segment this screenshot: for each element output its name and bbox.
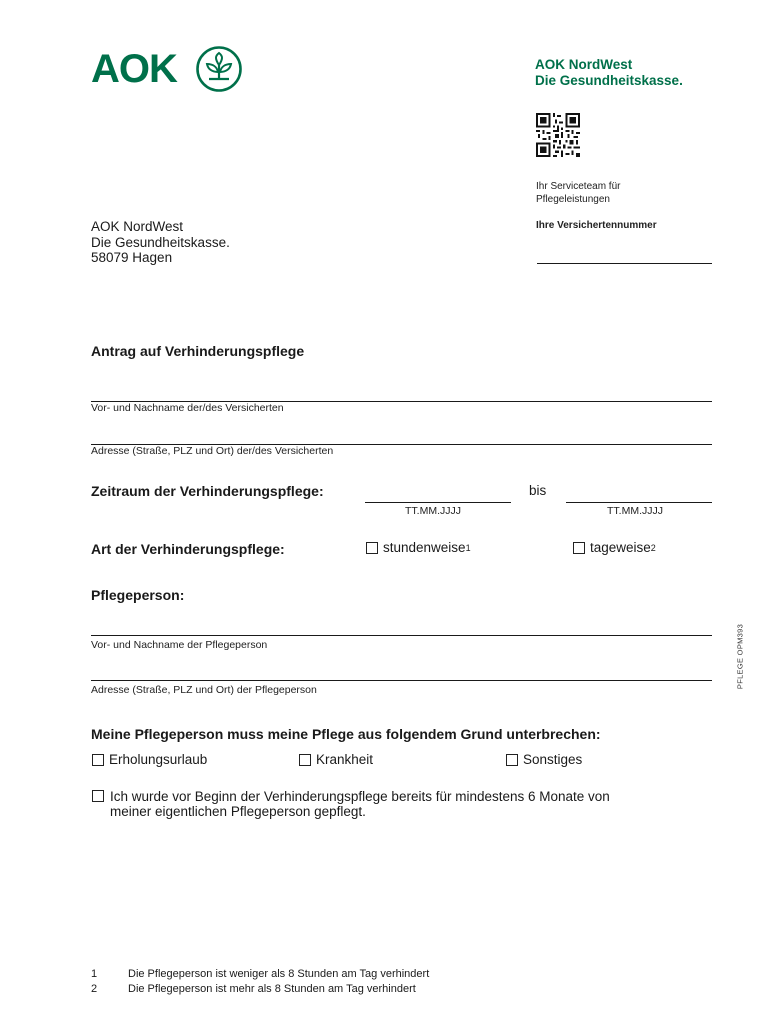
sender-block xyxy=(535,57,683,89)
type-daily-checkbox[interactable] xyxy=(573,542,585,554)
reason-vacation-option[interactable] xyxy=(92,752,207,767)
date-hint-to: TT.MM.JJJJ xyxy=(607,505,663,517)
type-hourly-option[interactable] xyxy=(366,540,471,555)
insured-address-label: Adresse (Straße, PLZ und Ort) der/des Versicherten xyxy=(91,445,334,457)
reason-illness-checkbox[interactable] xyxy=(299,754,311,766)
qr-code-icon xyxy=(536,113,580,157)
caregiver-heading: Pflegeperson: xyxy=(91,587,185,603)
confirm-line-1: Ich wurde vor Beginn der Verhinderungspflege bereits für mindestens 6 Monate von xyxy=(110,789,610,804)
footnote-1-number: 1 xyxy=(91,968,98,980)
type-label: Art der Verhinderungspflege: xyxy=(91,541,285,557)
side-form-code: PFLEGE OPM393 xyxy=(735,623,745,690)
date-hint-from: TT.MM.JJJJ xyxy=(405,505,461,517)
period-to-field[interactable] xyxy=(566,502,712,503)
type-daily-footnote: 2 xyxy=(650,542,656,553)
footnote-1 xyxy=(91,967,429,982)
service-team xyxy=(536,180,620,206)
recipient-line-3: 58079 Hagen xyxy=(91,250,173,265)
reason-heading: Meine Pflegeperson muss meine Pflege aus folgendem Grund unterbrechen: xyxy=(91,726,601,742)
caregiver-address-label: Adresse (Straße, PLZ und Ort) der Pflegeperson xyxy=(91,684,317,696)
service-line-2: Pflegeleistungen xyxy=(536,194,610,205)
type-hourly-checkbox[interactable] xyxy=(366,542,378,554)
caregiver-address-field[interactable] xyxy=(91,680,712,681)
confirm-option[interactable] xyxy=(92,789,610,819)
form-title: Antrag auf Verhinderungspflege xyxy=(91,343,305,359)
footnote-1-text: Die Pflegeperson ist weniger als 8 Stunden am Tag verhindert xyxy=(128,968,430,980)
insured-number-label: Ihre Versichertennummer xyxy=(536,220,657,231)
aok-logo xyxy=(91,44,246,94)
type-hourly-label: stundenweise xyxy=(383,540,466,555)
type-daily-label: tageweise xyxy=(590,540,651,555)
confirm-line-2: meiner eigentlichen Pflegeperson gepflegt. xyxy=(110,804,366,819)
period-until-text: bis xyxy=(529,483,547,498)
aok-wordmark: AOK xyxy=(91,47,177,91)
confirm-checkbox[interactable] xyxy=(92,790,104,802)
reason-illness-option[interactable] xyxy=(299,752,373,767)
insured-name-label: Vor- und Nachname der/des Versicherten xyxy=(91,402,284,414)
caregiver-name-field[interactable] xyxy=(91,635,712,636)
period-label: Zeitraum der Verhinderungspflege: xyxy=(91,483,324,499)
sender-line-2: Die Gesundheitskasse. xyxy=(535,73,683,88)
sender-line-1: AOK NordWest xyxy=(535,57,633,72)
caregiver-name-label: Vor- und Nachname der Pflegeperson xyxy=(91,639,268,651)
aok-tree-logo-icon xyxy=(195,45,243,93)
footnote-2-number: 2 xyxy=(91,983,98,995)
reason-other-label: Sonstiges xyxy=(523,752,583,767)
reason-vacation-checkbox[interactable] xyxy=(92,754,104,766)
reason-illness-label: Krankheit xyxy=(316,752,374,767)
footnote-2-text: Die Pflegeperson ist mehr als 8 Stunden am Tag verhindert xyxy=(128,983,416,995)
type-hourly-footnote: 1 xyxy=(465,542,471,553)
footnotes xyxy=(91,967,429,997)
recipient-line-2: Die Gesundheitskasse. xyxy=(91,234,230,250)
period-from-field[interactable] xyxy=(365,502,511,503)
type-daily-option[interactable] xyxy=(573,540,656,555)
footnote-2 xyxy=(91,982,429,997)
recipient-line-1: AOK NordWest xyxy=(91,219,184,234)
recipient-address xyxy=(91,219,230,266)
insured-number-field[interactable] xyxy=(537,263,712,264)
reason-other-checkbox[interactable] xyxy=(506,754,518,766)
reason-other-option[interactable] xyxy=(506,752,582,767)
reason-vacation-label: Erholungsurlaub xyxy=(109,752,208,767)
service-line-1: Ihr Serviceteam für xyxy=(536,181,621,192)
